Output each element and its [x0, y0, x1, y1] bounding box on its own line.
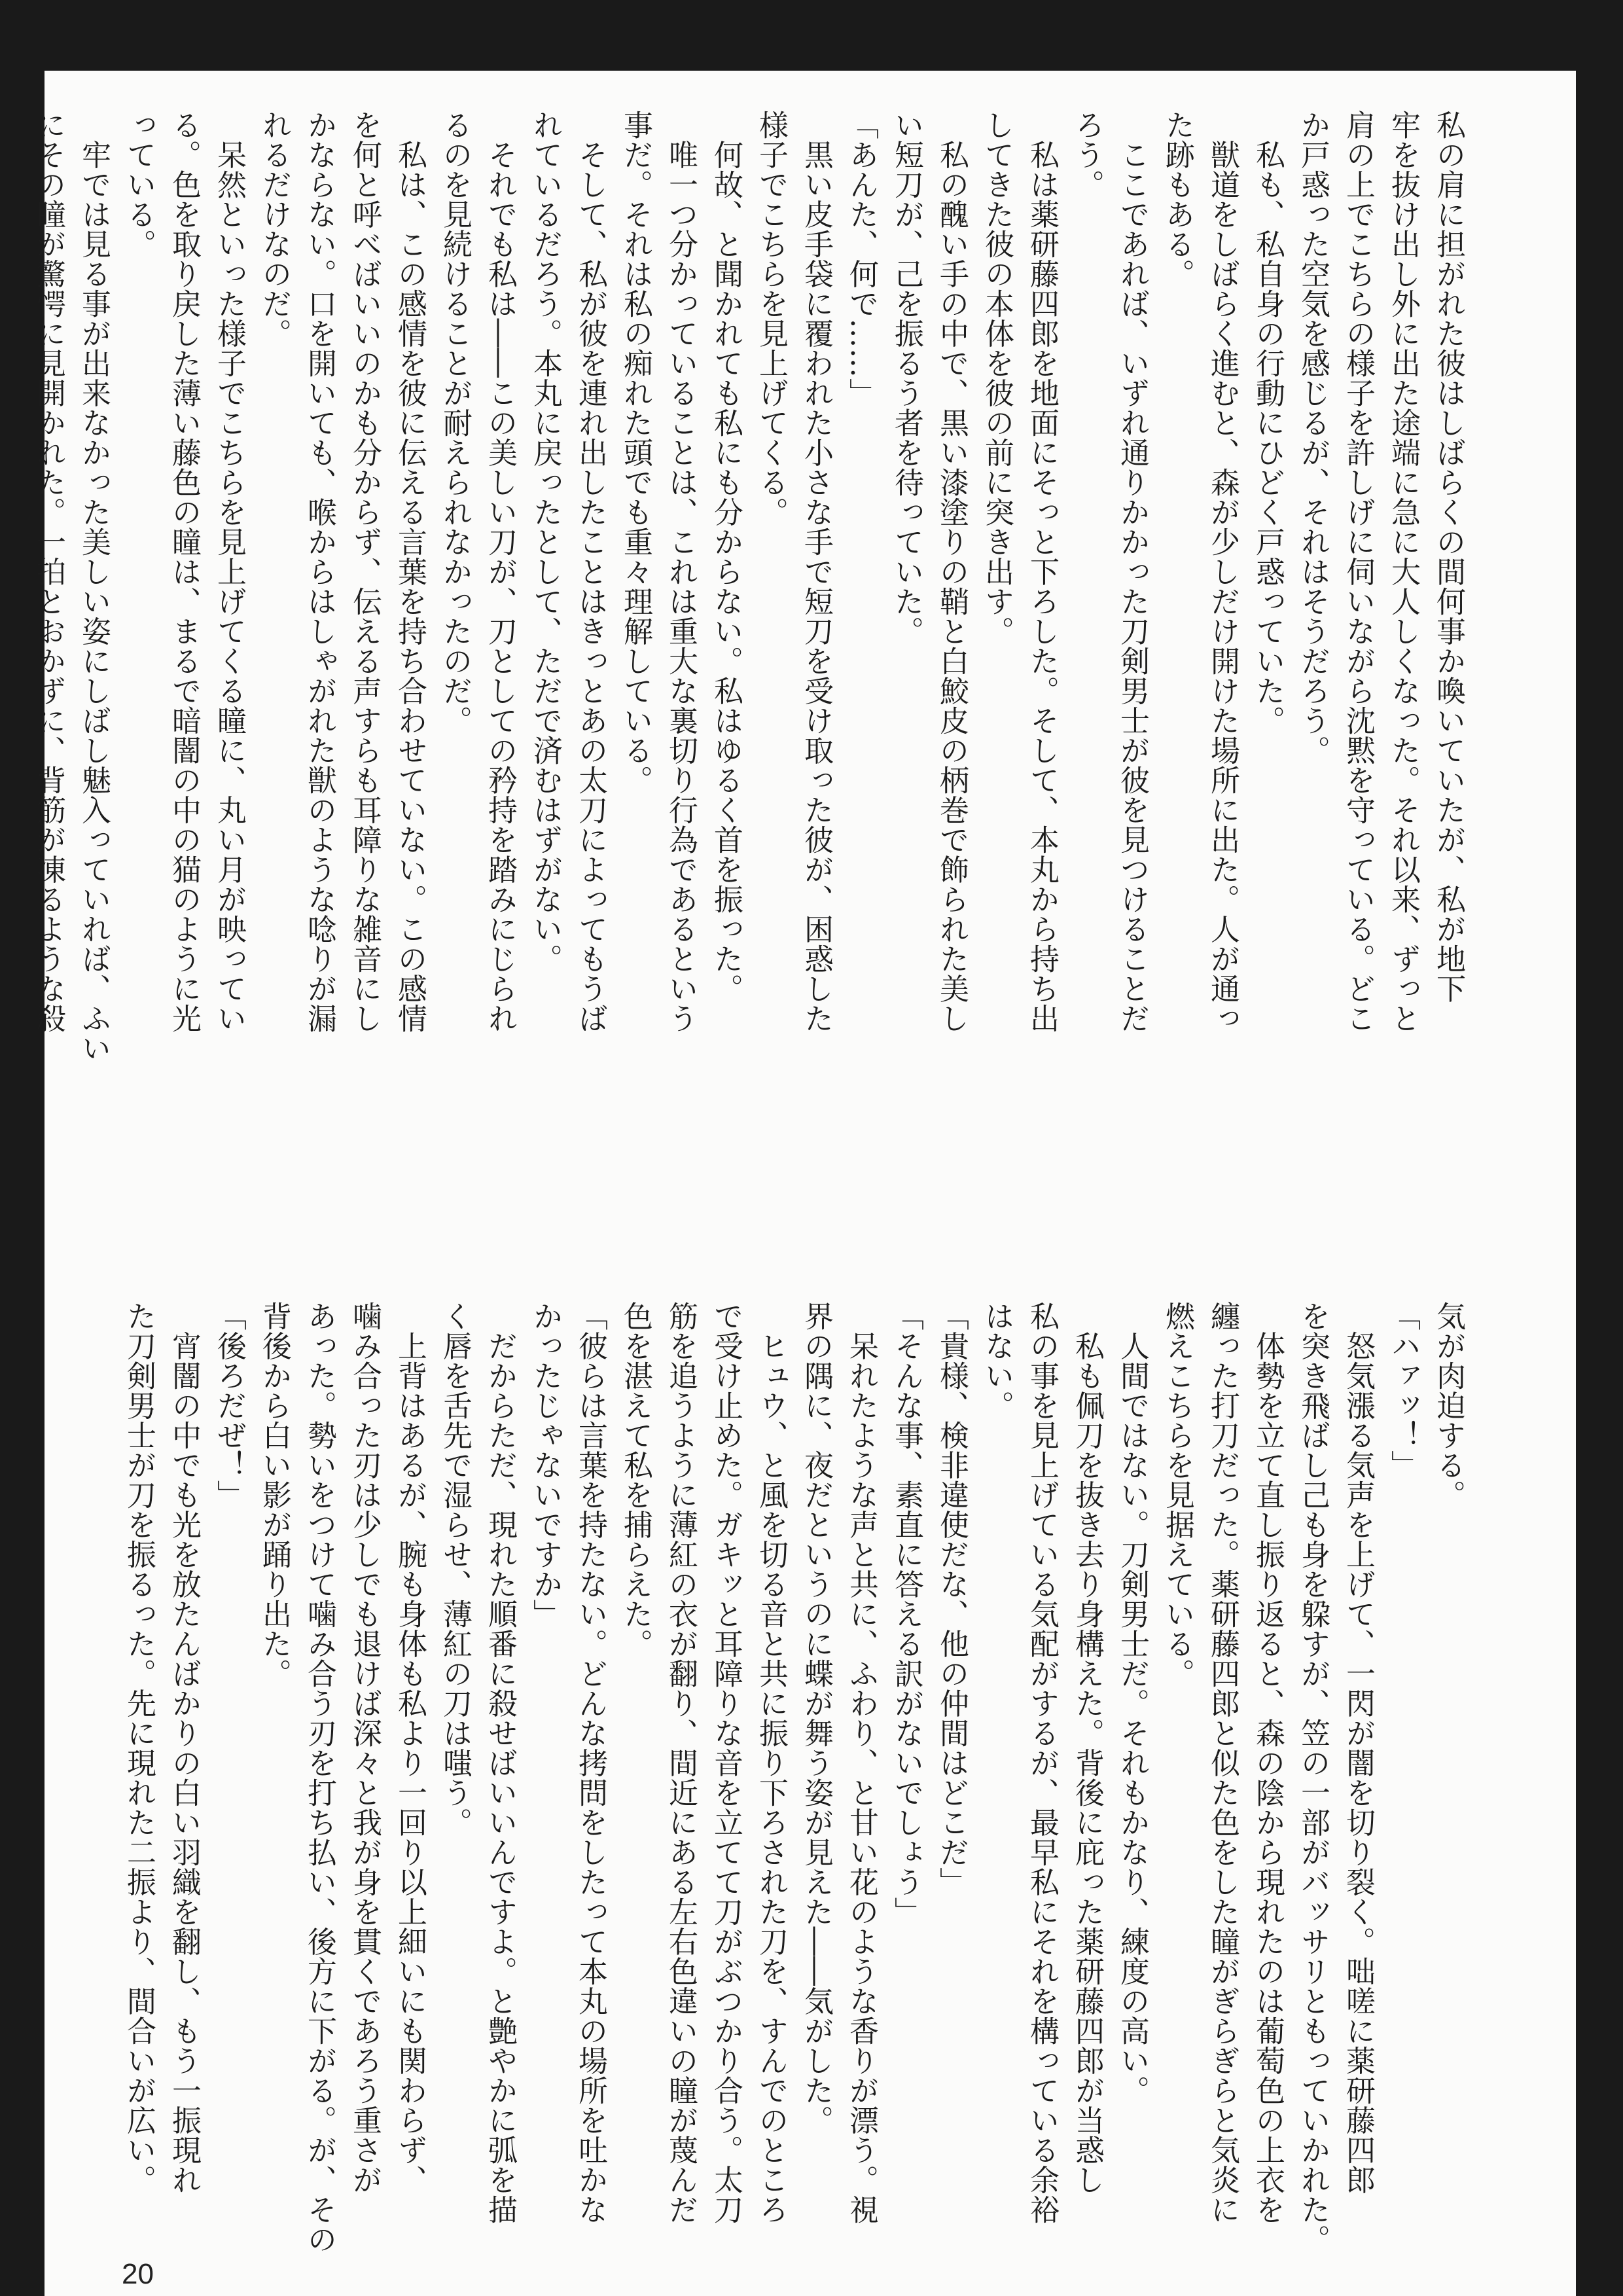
text-block-upper: 私の肩に担がれた彼はしばらくの間何事か喚いていたが、私が地下 牢を抜け出し外に出た途端に急に大人しくなった。それ以来、ずっと 肩の上でこちらの様子を許しげに伺いながら沈黙を守っている。どこ か戸惑った空気を感じるが、それはそうだろう。 私も、私自身の行動にひどく戸惑っていた。 獣道をしばらく進むと、森が少しだけ開けた場所に出た。人が通っ た跡もある。 ここであれば、いずれ通りかかった刀剣男士が彼を見つけることだ ろう。 私は薬研藤四郎を地面にそっと下ろした。そして、本丸から持ち出 してきた彼の本体を彼の前に突き出す。 私の醜い手の中で、黒い漆塗りの鞘と白鮫皮の柄巻で飾られた美し い短刀が、己を振るう者を待っていた。 「あんた、何で……」 黒い皮手袋に覆われた小さな手で短刀を受け取った彼が、困惑した 様子でこちらを見上げてくる。 何故、と聞かれても私にも分からない。私はゆるく首を振った。 唯一つ分かっていることは、これは重大な裏切り行為であるという 事だ。それは私の痴れた頭でも重々理解している。 そして、私が彼を連れ出したことはきっとあの太刀によってもうば れているだろう。本丸に戻ったとして、ただで済むはずがない。 それでも私は――この美しい刀が、刀としての矜持を踏みにじられ るのを見続けることが耐えられなかったのだ。 私は、この感情を彼に伝える言葉を持ち合わせていない。この感情 を何と呼べばいいのかも分からず、伝える声すらも耳障りな雑音にし かならない。口を開いても、喉からはしゃがれた獣のような唸りが漏 れるだけなのだ。 呆然といった様子でこちらを見上げてくる瞳に、丸い月が映ってい る。色を取り戻した薄い藤色の瞳は、まるで暗闇の中の猫のように光 っている。 牢では見る事が出来なかった美しい姿にしばし魅入っていれば、ふい にその瞳が驚愕に見開かれた。一拍とおかずに、背筋が凍るような殺: [31, 110, 1466, 1063]
book-page: [31, 71, 1576, 2296]
page-number: 20: [122, 2258, 154, 2290]
text-block-lower: 気が肉迫する。 「ハァッ！」 怒気漲る気声を上げて、一閃が闇を切り裂く。咄嗟に薬研藤四郎 を突き飛ばし己も身を躱すが、笠の一部がバッサリともっていかれた。 体勢を立て直し振り返ると、森の陰から現れたのは葡萄色の上衣を 纏った打刀だった。薬研藤四郎と似た色をした瞳がぎらぎらと気炎に 燃えこちらを見据えている。 人間ではない。刀剣男士だ。それもかなり、練度の高い。 私も佩刀を抜き去り身構えた。背後に庇った薬研藤四郎が当惑し 私の事を見上げている気配がするが、最早私にそれを構っている余裕 はない。 「貴様、検非違使だな、他の仲間はどこだ」 「そんな事、素直に答える訳がないでしょう」 呆れたような声と共に、ふわり、と甘い花のような香りが漂う。視 界の隅に、夜だというのに蝶が舞う姿が見えた――気がした。 ヒュウ、と風を切る音と共に振り下ろされた刀を、すんでのところ で受け止めた。ガキッと耳障りな音を立てて刀がぶつかり合う。太刀 筋を追うように薄紅の衣が翻り、間近にある左右色違いの瞳が蔑んだ 色を湛えて私を捕らえた。 「彼らは言葉を持たない。どんな拷問をしたって本丸の場所を吐かな かったじゃないですか」 だからただ、現れた順番に殺せばいいんですよ。と艶やかに弧を描 く唇を舌先で湿らせ、薄紅の刀は嗤う。 上背はあるが、腕も身体も私より一回り以上細いにも関わらず、 噛み合った刃は少しでも退けば深々と我が身を貫くであろう重さが あった。勢いをつけて噛み合う刃を打ち払い、後方に下がる。が、その 背後から白い影が踊り出た。 「後ろだぜ！」 宵闇の中でも光を放たんばかりの白い羽織を翻し、もう一振現れ た刀剣男士が刀を振るった。先に現れた二振より、間合いが広い。: [122, 1301, 1466, 2254]
